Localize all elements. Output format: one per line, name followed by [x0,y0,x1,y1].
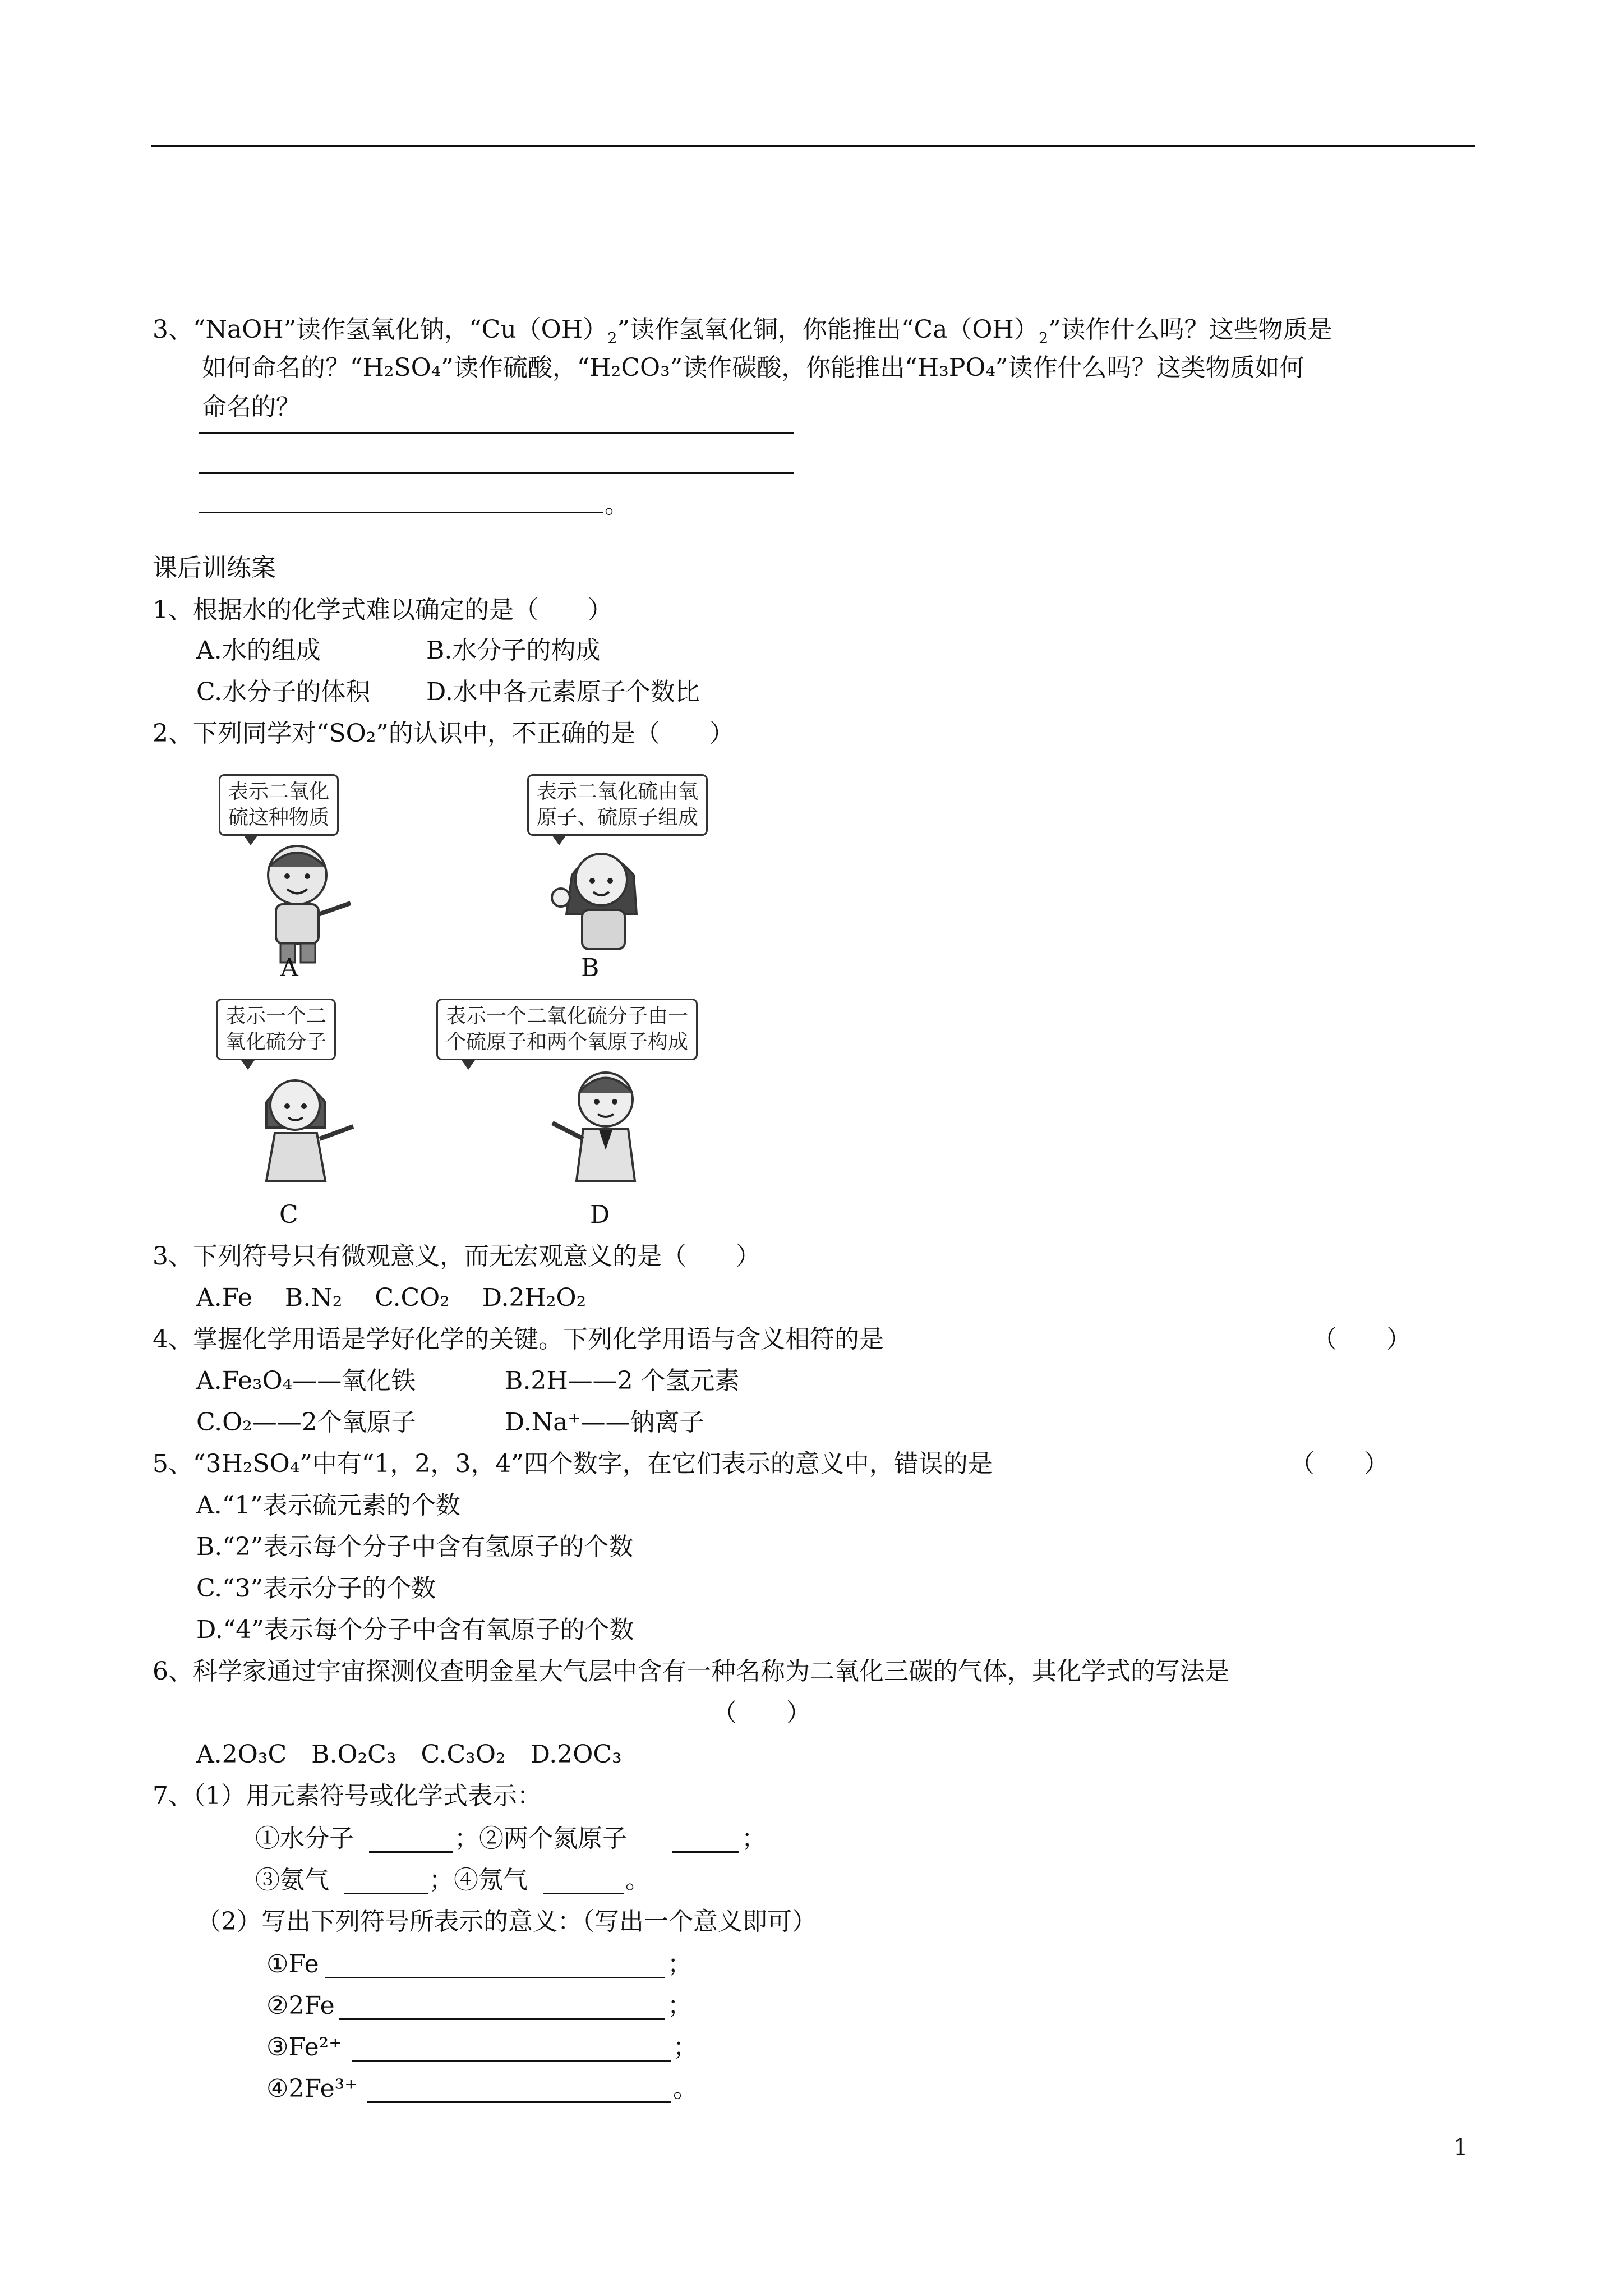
q2-stem: 2、下列同学对“SO₂”的认识中，不正确的是（ ） [153,719,734,748]
semi-1: ； [667,1950,692,1978]
sym-fe: ①Fe [266,1950,319,1978]
blank-2fe3[interactable] [367,2101,671,2103]
q1-option-b[interactable]: B.水分子的构成 [426,636,601,665]
blank-fe[interactable] [325,1977,665,1978]
q5-stem: 5、“3H₂SO₄”中有“1，2，3，4”四个数字，在它们表示的意义中，错误的是 [153,1450,993,1478]
q7-item-1: ①水分子 [255,1824,354,1853]
q7-part2: （2）写出下列符号所表示的意义：（写出一个意义即可） [196,1907,817,1936]
q3-options[interactable]: A.Fe B.N₂ C.CO₂ D.2H₂O₂ [196,1283,587,1312]
sym-2fe3: ④2Fe³⁺ [266,2074,358,2103]
q7-semi-1: ； [741,1824,766,1853]
blank-2fe[interactable] [339,2018,665,2020]
q5-option-d[interactable]: D.“4”表示每个分子中含有氧原子的个数 [196,1616,634,1644]
label-d: D [590,1200,610,1229]
blank-fe2[interactable] [352,2060,671,2062]
girl-b-illustration [538,836,673,965]
page-number: 1 [1454,2134,1468,2160]
blank-ammonia[interactable] [344,1893,428,1894]
q7-stem: 7、（1）用元素符号或化学式表示： [153,1782,542,1810]
bubble-c: 表示一个二 氧化硫分子 [216,999,336,1060]
q7-item-3: ③氨气 [255,1866,329,1894]
q4-option-a[interactable]: A.Fe₃O₄——氧化铁 [196,1366,416,1395]
sym-2fe: ②2Fe [266,1991,335,2020]
q1-option-a[interactable]: A.水的组成 [196,636,321,665]
blank-neon[interactable] [543,1893,624,1894]
q4-stem: 4、掌握化学用语是学好化学的关键。下列化学用语与含义相符的是 [153,1325,884,1354]
label-b: B [581,954,600,982]
q7-item-2: ；②两个氮原子 [454,1824,627,1853]
q5-option-b[interactable]: B.“2”表示每个分子中含有氢原子的个数 [196,1533,634,1561]
answer-line-1[interactable] [199,432,794,434]
q6-paren: （ ） [712,1699,811,1727]
q5-option-c[interactable]: C.“3”表示分子的个数 [196,1574,436,1603]
q3-part-line2: 如何命名的？“H₂SO₄”读作硫酸，“H₂CO₃”读作碳酸，你能推出“H₃PO₄”读作什么吗？这类物质如何 [202,353,1304,382]
label-a: A [280,954,298,982]
boy-a-illustration [236,836,370,965]
semi-3: ； [673,2033,698,2062]
girl-c-illustration [236,1060,370,1189]
bubble-d: 表示一个二氧化硫分子由一 个硫原子和两个氧原子构成 [436,999,698,1060]
end-mark: 。 [605,490,629,519]
boy-d-illustration [538,1060,673,1189]
blank-water[interactable] [369,1851,453,1853]
q6-stem: 6、科学家通过宇宙探测仪查明金星大气层中含有一种名称为二氧化三碳的气体，其化学式的写法是 [153,1657,1229,1686]
q6-options[interactable]: A.2O₃C B.O₂C₃ C.C₃O₂ D.2OC₃ [196,1740,622,1769]
q4-option-d[interactable]: D.Na⁺——钠离子 [505,1408,704,1437]
answer-line-2[interactable] [199,472,794,474]
q1-option-d[interactable]: D.水中各元素原子个数比 [426,678,700,706]
q7-item-4: ；④氖气 [429,1866,528,1894]
q1-stem: 1、根据水的化学式难以确定的是（ ） [153,596,612,624]
section-title: 课后训练案 [153,554,276,582]
blank-nitrogen[interactable] [672,1851,739,1853]
q4-paren: （ ） [1312,1325,1411,1354]
semi-2: ； [667,1991,692,2020]
q3-part-line3: 命名的？ [202,393,301,421]
answer-line-3[interactable] [199,512,603,513]
sym-fe2: ③Fe²⁺ [266,2033,342,2062]
q4-option-c[interactable]: C.O₂——2个氧原子 [196,1408,416,1437]
q4-option-b[interactable]: B.2H——2 个氢元素 [505,1366,740,1395]
label-c: C [279,1200,298,1229]
q1-option-c[interactable]: C.水分子的体积 [196,678,371,706]
header-rule [151,145,1475,147]
q3-part-line1: 3、“NaOH”读作氢氧化钠，“$Cu(OH)_2$”读作氢氧化铜，你能推出“$Ca(OH)_2$”读作什么吗？这些物质是 [153,315,1332,347]
bubble-b: 表示二氧化硫由氧 原子、硫原子组成 [527,774,708,836]
bubble-a: 表示二氧化 硫这种物质 [219,774,339,836]
q3-stem: 3、下列符号只有微观意义，而无宏观意义的是（ ） [153,1242,760,1271]
q5-option-a[interactable]: A.“1”表示硫元素的个数 [196,1491,460,1520]
q7-end-1: 。 [625,1866,650,1894]
end-2: 。 [673,2074,698,2103]
q5-paren: （ ） [1290,1450,1389,1478]
